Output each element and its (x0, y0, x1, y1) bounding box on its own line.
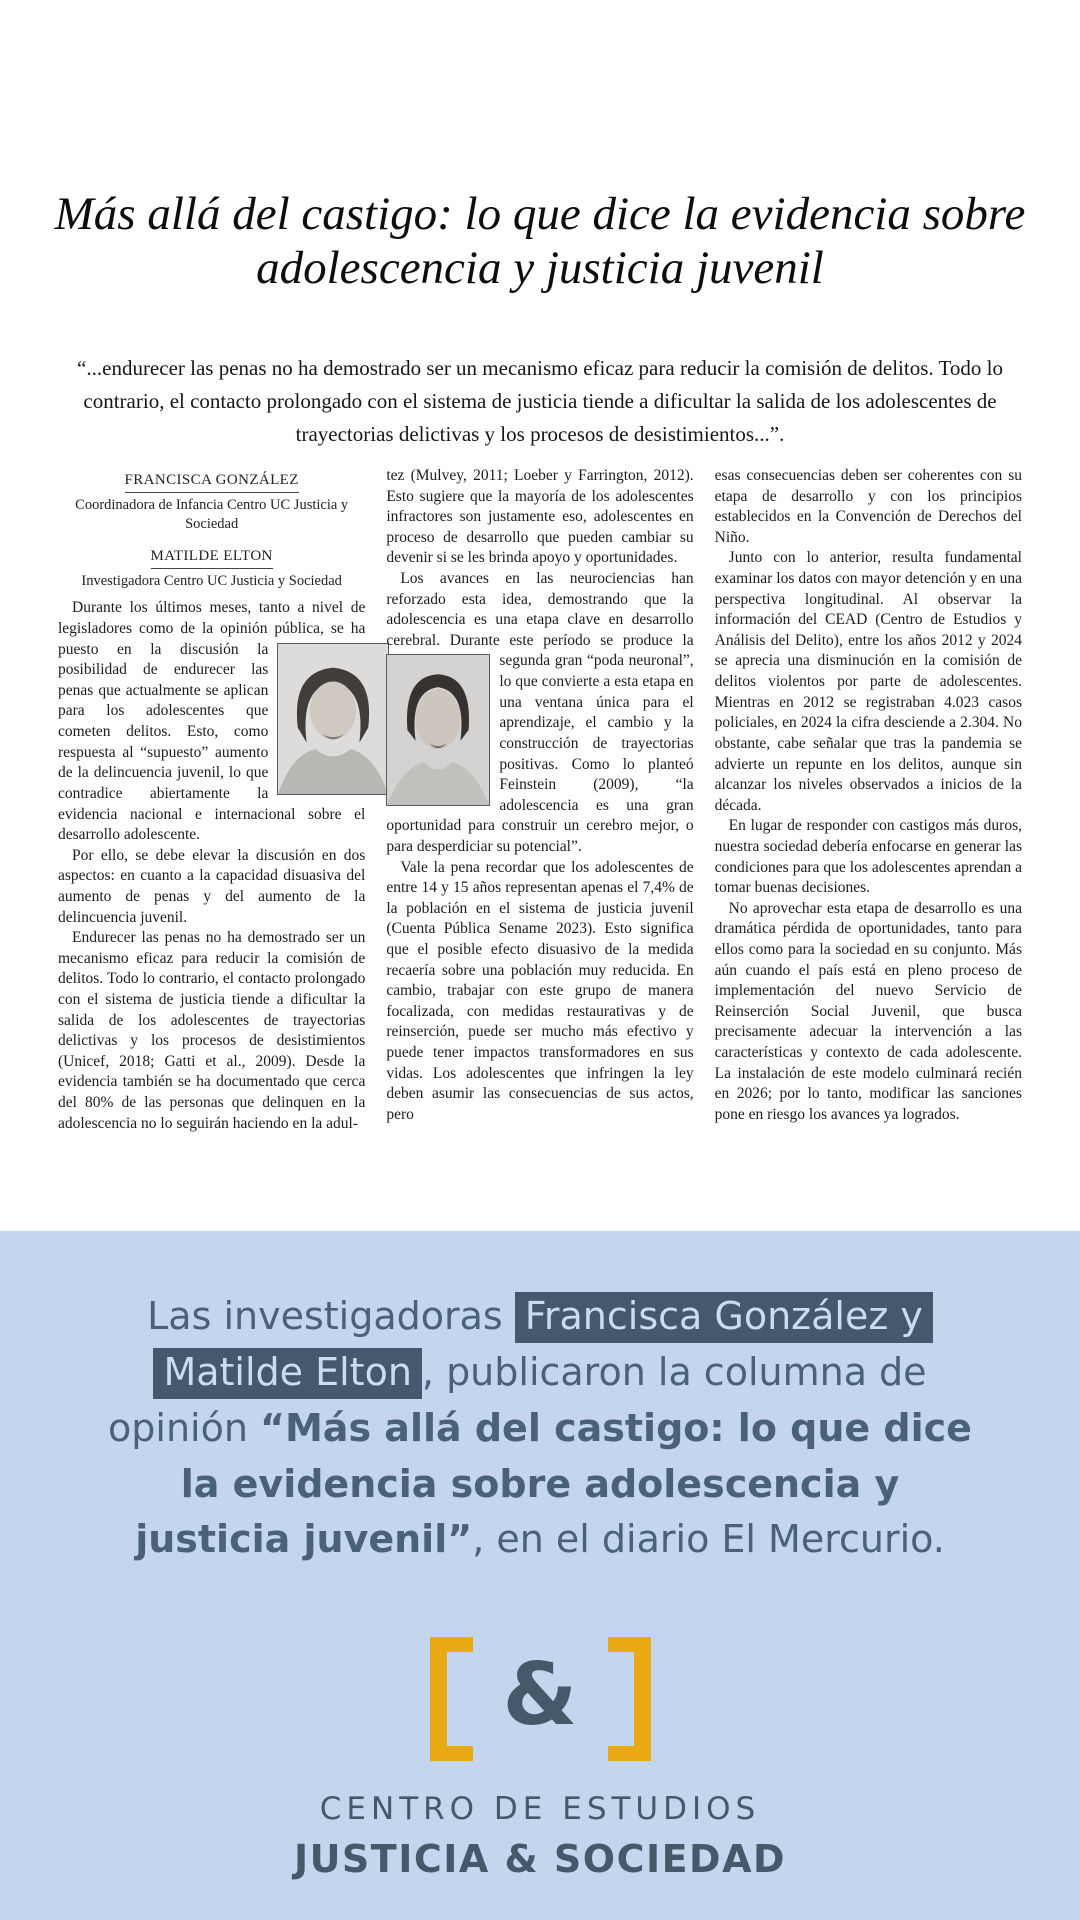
paragraph: No aprovechar esta etapa de desarrollo es una dramática pérdida de oportunidades, tanto para ellos como para la sociedad en su conjunto. Más aún cuando el país está en pleno proceso de implementación del nuevo Servicio de Reinserción Social Juvenil, que busca precisamente adecuar la intervención a las características y contexto de cada adolescente. La instalación de este modelo culminará recién en 2026; por lo tanto, modificar las sanciones pone en riesgo los avances ya logrados. (714, 899, 1022, 1123)
logo-mark (0, 1633, 1080, 1765)
paragraph: tez (Mulvey, 2011; Loeber y Farrington, 2012). Esto sugiere que la mayoría de los adolescentes infractores son justamente eso, adolescentes en proceso de desarrollo que pueden cambiar su devenir si se les brinda apoyo y oportunidades. (386, 467, 694, 567)
portrait-photo-francisca-gonzalez (277, 643, 389, 795)
byline-author-2 (58, 542, 365, 591)
article-title: Más allá del castigo: lo que dice la evidencia sobre adolescencia y justicia juvenil (54, 188, 1026, 294)
left-bracket-icon (430, 1637, 473, 1761)
author-1-role: Coordinadora de Infancia Centro UC Justicia y Sociedad (75, 496, 349, 532)
byline-author-1 (58, 466, 365, 534)
paragraph: Endurecer las penas no ha demostrado ser un mecanismo eficaz para reducir la comisión de delitos. Todo lo contrario, el contacto prolongado con el sistema de justicia tiende a dificultar la salida de los adolescentes de trayectorias delictivas y los procesos de desistimientos (Unicef, 2018; Gatti et al., 2009). Desde la evidencia también se ha documentado que cerca del 80% de las personas que delinquen en la adolescencia no lo seguirán haciendo en la adul- (58, 929, 366, 1132)
author-2-name: MATILDE ELTON (151, 547, 273, 569)
paragraph-text: Durante los últimos meses, tanto a nivel de legisladores como de la opinión pública, se ha puesto en la discusión la (58, 599, 366, 658)
right-bracket-icon (608, 1637, 651, 1761)
highlighted-author-names: Matilde Elton (153, 1348, 421, 1399)
highlighted-author-names: Francisca González y (515, 1292, 933, 1343)
author-2-role: Investigadora Centro UC Justicia y Sociedad (81, 572, 342, 589)
paragraph: esas consecuencias deben ser coherentes con su etapa de desarrollo y con los principios establecidos en la Convención de Derechos del Niño. (714, 467, 1022, 546)
paragraph: Junto con lo anterior, resulta fundamental examinar los datos con mayor detención y en una perspectiva longitudinal. Al observar la información del CEAD (Centro de Estudios y Análisis del Delito), entre los años 2012 y 2024 se aprecia una disminución en la comisión de delitos violentos por parte de adolescentes. Mientras en 2012 se registraban 4.023 casos policiales, en 2024 la cifra desciende a 2.304. No obstante, cabe señalar que tras la pandemia se advierte un repunte en los delitos, aunque sin alcanzar los niveles observados a inicios de la década. (714, 549, 1022, 814)
announcement-segment: , publicaron la columna de opinión (108, 1349, 927, 1450)
article-column-2 (386, 466, 693, 1190)
paragraph-text: Los avances en las neurociencias han reforzado esta idea, demostrando que la adolescencia es una etapa clave en desarrollo cerebral. Durante este período se (386, 570, 694, 649)
announcement-column-title: “Más allá del castigo: lo que dice la evidencia sobre adolescencia y justicia juvenil” (135, 1405, 972, 1562)
portrait-photo-matilde-elton (386, 654, 490, 806)
paragraph-text: produce la segunda gran “poda neuronal”, lo que convierte a esta etapa en una ventana única para el aprendizaje, el cambio y la construcción de trayectorias positivas. Como lo planteó Feinstein (2009), “la adolescencia es una gran oportunidad para construir un cerebro mejor, o para desperdiciar su potencial”. (386, 631, 694, 855)
announcement-segment: Las investigadoras (147, 1294, 515, 1338)
pull-quote: “...endurecer las penas no ha demostrado ser un mecanismo eficaz para reducir la comisión de delitos. Todo lo contrario, el contacto prolongado con el sistema de justicia tiende a dificultar la salida de los adolescentes de trayectorias delictivas y los procesos de desistimientos...”. (77, 356, 1003, 447)
ampersand-icon: & (502, 1645, 578, 1745)
article-columns (58, 466, 1022, 1190)
logo-text-line2: JUSTICIA & SOCIEDAD (293, 1837, 787, 1881)
paragraph: Vale la pena recordar que los adolescentes de entre 14 y 15 años representan apenas el 7,4% de la población en el sistema de justicia juvenil (Cuenta Pública Sename 2023). Esto significa que el posible efecto disuasivo de la medida recaería sobre una población muy reducida. En cambio, trabajar con este grupo de manera focalizada, con medidas restaurativas y de reinserción, puede ser mucho más efectivo y puede tener impactos transformadores en sus vidas. Los adolescentes que infringen la ley deben asumir las consecuencias de sus actos, pero (386, 858, 694, 1123)
announcement-segment: , en el diario El Mercurio. (472, 1517, 945, 1562)
centro-justicia-sociedad-logo (0, 1633, 1080, 1881)
announcement-text (100, 1289, 980, 1568)
author-1-name: FRANCISCA GONZÁLEZ (125, 471, 299, 493)
paragraph (58, 598, 365, 845)
paragraph: Por ello, se debe elevar la discusión en dos aspectos: en cuanto a la capacidad disuasiva del aumento de penas y del aumento de la delincuencia juvenil. (58, 846, 366, 926)
paragraph-text: posibilidad de endurecer las penas que actualmente se aplican para los adolescentes que cometen delitos. Esto, como respuesta al “supuesto” aumento de la delincuencia juvenil, lo que contradice abiertamente la evidencia nacional e internacional sobre el desarrollo adolescente. (58, 661, 366, 844)
logo-text-line1: CENTRO DE ESTUDIOS (319, 1791, 761, 1827)
paragraph: En lugar de responder con castigos más duros, nuestra sociedad debería enfocarse en generar las condiciones para que los adolescentes aprendan a tomar buenas decisiones. (714, 817, 1022, 897)
article-column-1 (58, 466, 365, 1190)
article-column-3 (715, 466, 1022, 1190)
paragraph (386, 569, 693, 858)
announcement-banner (0, 1231, 1080, 1920)
